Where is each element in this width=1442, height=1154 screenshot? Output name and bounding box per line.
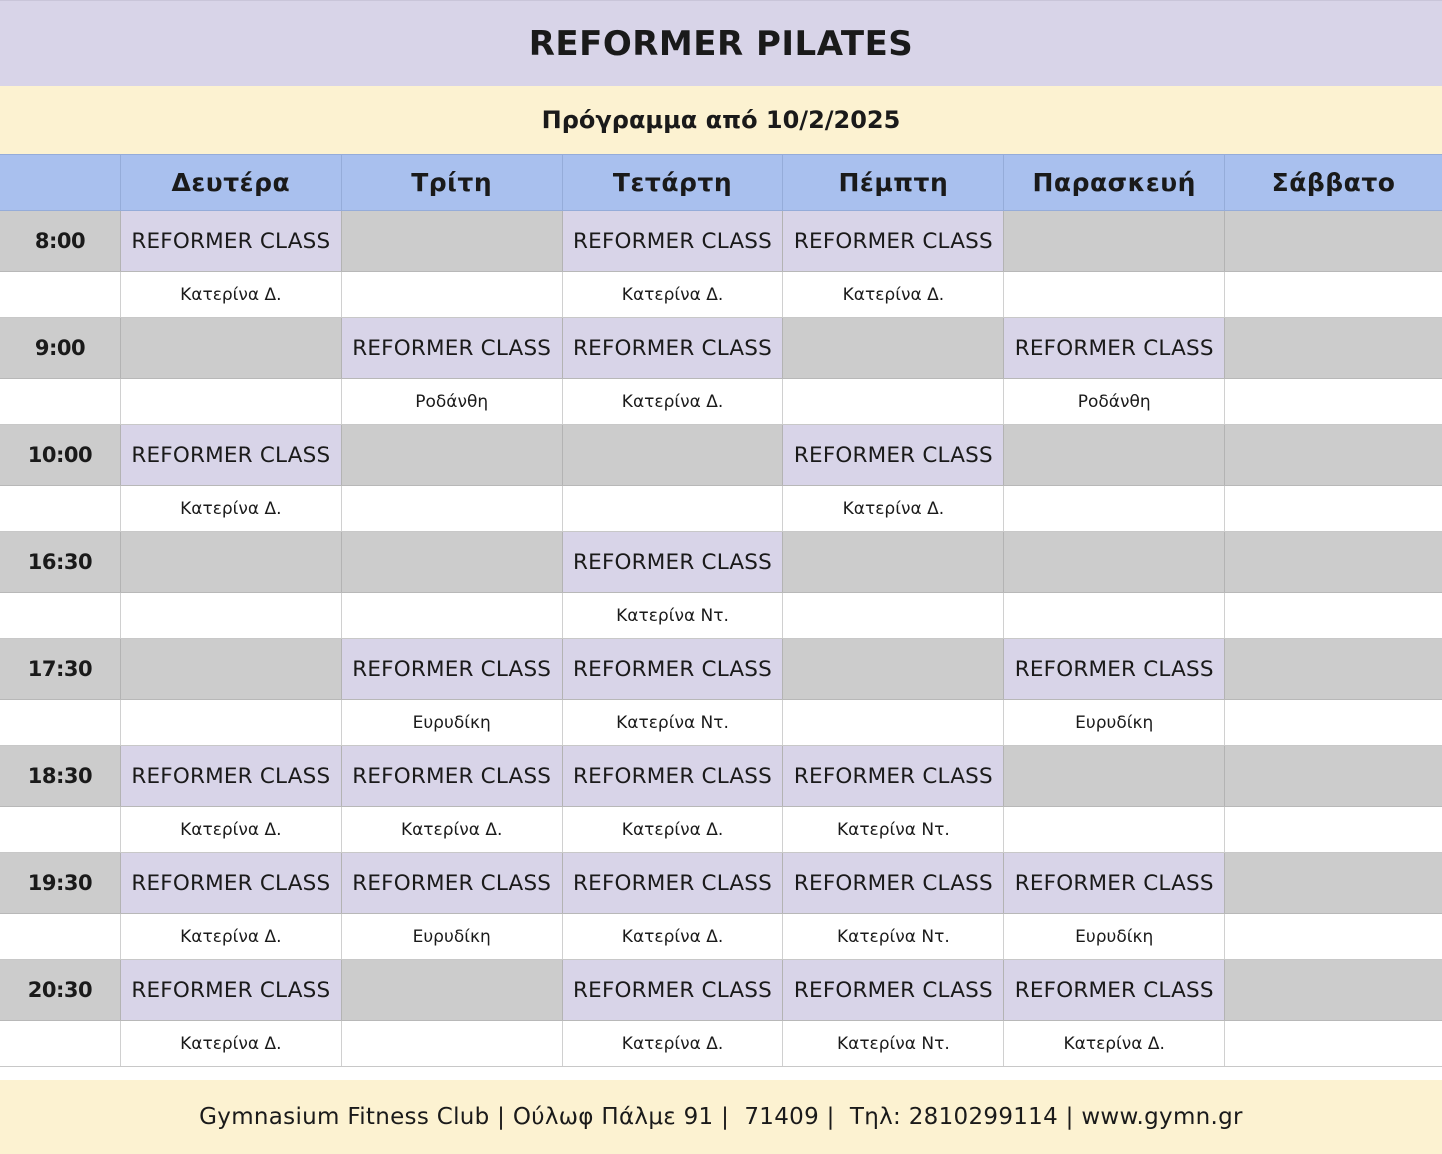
instructor-name [342, 593, 563, 638]
instructor-name: Κατερίνα Δ. [563, 1021, 784, 1066]
time-label: 19:30 [0, 853, 121, 913]
instructor-time-blank [0, 914, 121, 959]
instructor-name: Κατερίνα Δ. [121, 1021, 342, 1066]
instructor-name [1225, 486, 1442, 531]
instructor-name: Κατερίνα Δ. [563, 807, 784, 852]
instructor-name [1004, 807, 1225, 852]
time-slot-row [0, 211, 1442, 272]
instructor-time-blank [0, 593, 121, 638]
instructor-name: Κατερίνα Δ. [121, 914, 342, 959]
instructor-name: Ευρυδίκη [342, 914, 563, 959]
instructor-row [0, 272, 1442, 318]
class-cell: REFORMER CLASS [121, 211, 342, 271]
class-cell: REFORMER CLASS [1004, 639, 1225, 699]
instructor-name: Κατερίνα Δ. [121, 807, 342, 852]
instructor-name: Κατερίνα Δ. [783, 486, 1004, 531]
empty-class-cell [783, 639, 1004, 699]
empty-class-cell [1225, 318, 1442, 378]
day-header-row [0, 154, 1442, 211]
time-header-cell [0, 155, 121, 210]
class-cell: REFORMER CLASS [563, 532, 784, 592]
time-label: 20:30 [0, 960, 121, 1020]
instructor-name: Ευρυδίκη [342, 700, 563, 745]
instructor-name: Κατερίνα Δ. [563, 272, 784, 317]
class-cell: REFORMER CLASS [783, 425, 1004, 485]
empty-class-cell [121, 639, 342, 699]
instructor-name: Κατερίνα Ντ. [563, 700, 784, 745]
class-cell: REFORMER CLASS [783, 960, 1004, 1020]
class-cell: REFORMER CLASS [121, 960, 342, 1020]
schedule-subtitle: Πρόγραμμα από 10/2/2025 [0, 86, 1442, 154]
instructor-name [1225, 807, 1442, 852]
empty-class-cell [121, 532, 342, 592]
instructor-name: Κατερίνα Δ. [342, 807, 563, 852]
instructor-row [0, 379, 1442, 425]
class-cell: REFORMER CLASS [563, 746, 784, 806]
time-label: 9:00 [0, 318, 121, 378]
class-cell: REFORMER CLASS [563, 960, 784, 1020]
empty-class-cell [1004, 425, 1225, 485]
instructor-time-blank [0, 486, 121, 531]
class-cell: REFORMER CLASS [1004, 960, 1225, 1020]
instructor-time-blank [0, 379, 121, 424]
instructor-name [1004, 593, 1225, 638]
empty-class-cell [121, 318, 342, 378]
class-cell: REFORMER CLASS [121, 425, 342, 485]
schedule-rows [0, 211, 1442, 1067]
footer-contact: Gymnasium Fitness Club | Ούλωφ Πάλμε 91 | 71409 | Τηλ: 2810299114 | www.gymn.gr [0, 1080, 1442, 1154]
class-cell: REFORMER CLASS [563, 639, 784, 699]
class-cell: REFORMER CLASS [783, 211, 1004, 271]
time-slot-row [0, 639, 1442, 700]
instructor-name: Ευρυδίκη [1004, 700, 1225, 745]
instructor-time-blank [0, 1021, 121, 1066]
instructor-name: Κατερίνα Δ. [783, 272, 1004, 317]
instructor-name: Ευρυδίκη [1004, 914, 1225, 959]
day-header-saturday: Σάββατο [1271, 168, 1396, 197]
instructor-name [563, 486, 784, 531]
class-cell: REFORMER CLASS [563, 318, 784, 378]
instructor-row [0, 807, 1442, 853]
instructor-row [0, 1021, 1442, 1067]
instructor-name: Κατερίνα Δ. [121, 272, 342, 317]
class-cell: REFORMER CLASS [342, 853, 563, 913]
instructor-name [121, 379, 342, 424]
page-title: REFORMER PILATES [0, 0, 1442, 86]
instructor-name: Ροδάνθη [342, 379, 563, 424]
empty-class-cell [1004, 211, 1225, 271]
instructor-name [121, 593, 342, 638]
class-cell: REFORMER CLASS [121, 746, 342, 806]
instructor-name: Κατερίνα Δ. [121, 486, 342, 531]
instructor-time-blank [0, 700, 121, 745]
instructor-row [0, 593, 1442, 639]
empty-class-cell [1225, 211, 1442, 271]
empty-class-cell [342, 960, 563, 1020]
instructor-name: Κατερίνα Ντ. [783, 1021, 1004, 1066]
instructor-name [1225, 593, 1442, 638]
instructor-name: Κατερίνα Ντ. [783, 807, 1004, 852]
time-label: 18:30 [0, 746, 121, 806]
class-cell: REFORMER CLASS [342, 639, 563, 699]
instructor-name [1225, 379, 1442, 424]
empty-class-cell [1004, 532, 1225, 592]
instructor-name: Κατερίνα Δ. [563, 379, 784, 424]
empty-class-cell [1225, 746, 1442, 806]
time-slot-row [0, 425, 1442, 486]
empty-class-cell [783, 318, 1004, 378]
empty-class-cell [1225, 425, 1442, 485]
empty-class-cell [1225, 853, 1442, 913]
time-label: 8:00 [0, 211, 121, 271]
time-label: 16:30 [0, 532, 121, 592]
instructor-name [1225, 1021, 1442, 1066]
instructor-name [121, 700, 342, 745]
class-cell: REFORMER CLASS [783, 853, 1004, 913]
class-cell: REFORMER CLASS [1004, 318, 1225, 378]
empty-class-cell [1225, 532, 1442, 592]
day-header-tuesday: Τρίτη [342, 155, 563, 210]
class-cell: REFORMER CLASS [563, 211, 784, 271]
empty-class-cell [342, 532, 563, 592]
time-slot-row [0, 746, 1442, 807]
time-slot-row [0, 532, 1442, 593]
empty-class-cell [563, 425, 784, 485]
day-header-friday: Παρασκευή [1004, 155, 1225, 210]
instructor-name [1225, 914, 1442, 959]
class-cell: REFORMER CLASS [121, 853, 342, 913]
time-label: 10:00 [0, 425, 121, 485]
time-slot-row [0, 960, 1442, 1021]
instructor-name [783, 593, 1004, 638]
time-slot-row [0, 318, 1442, 379]
instructor-time-blank [0, 807, 121, 852]
time-label: 17:30 [0, 639, 121, 699]
class-cell: REFORMER CLASS [783, 746, 1004, 806]
instructor-name [342, 486, 563, 531]
empty-class-cell [1225, 960, 1442, 1020]
instructor-row [0, 700, 1442, 746]
instructor-name [342, 1021, 563, 1066]
instructor-row [0, 914, 1442, 960]
empty-class-cell [342, 425, 563, 485]
class-cell: REFORMER CLASS [1004, 853, 1225, 913]
class-cell: REFORMER CLASS [342, 318, 563, 378]
empty-class-cell [783, 532, 1004, 592]
instructor-name [342, 272, 563, 317]
empty-class-cell [1004, 746, 1225, 806]
instructor-name: Κατερίνα Ντ. [783, 914, 1004, 959]
instructor-name [1004, 486, 1225, 531]
instructor-name [783, 379, 1004, 424]
time-slot-row [0, 853, 1442, 914]
instructor-name [783, 700, 1004, 745]
empty-class-cell [342, 211, 563, 271]
instructor-row [0, 486, 1442, 532]
instructor-name: Κατερίνα Δ. [563, 914, 784, 959]
schedule-table [0, 154, 1442, 1067]
instructor-name: Ροδάνθη [1004, 379, 1225, 424]
instructor-name [1004, 272, 1225, 317]
instructor-name: Κατερίνα Ντ. [563, 593, 784, 638]
day-header-thursday: Πέμπτη [783, 155, 1004, 210]
day-header-monday: Δευτέρα [121, 155, 342, 210]
day-header-wednesday: Τετάρτη [563, 155, 784, 210]
class-cell: REFORMER CLASS [342, 746, 563, 806]
instructor-time-blank [0, 272, 121, 317]
empty-class-cell [1225, 639, 1442, 699]
instructor-name: Κατερίνα Δ. [1004, 1021, 1225, 1066]
instructor-name [1225, 700, 1442, 745]
instructor-name [1225, 272, 1442, 317]
class-cell: REFORMER CLASS [563, 853, 784, 913]
